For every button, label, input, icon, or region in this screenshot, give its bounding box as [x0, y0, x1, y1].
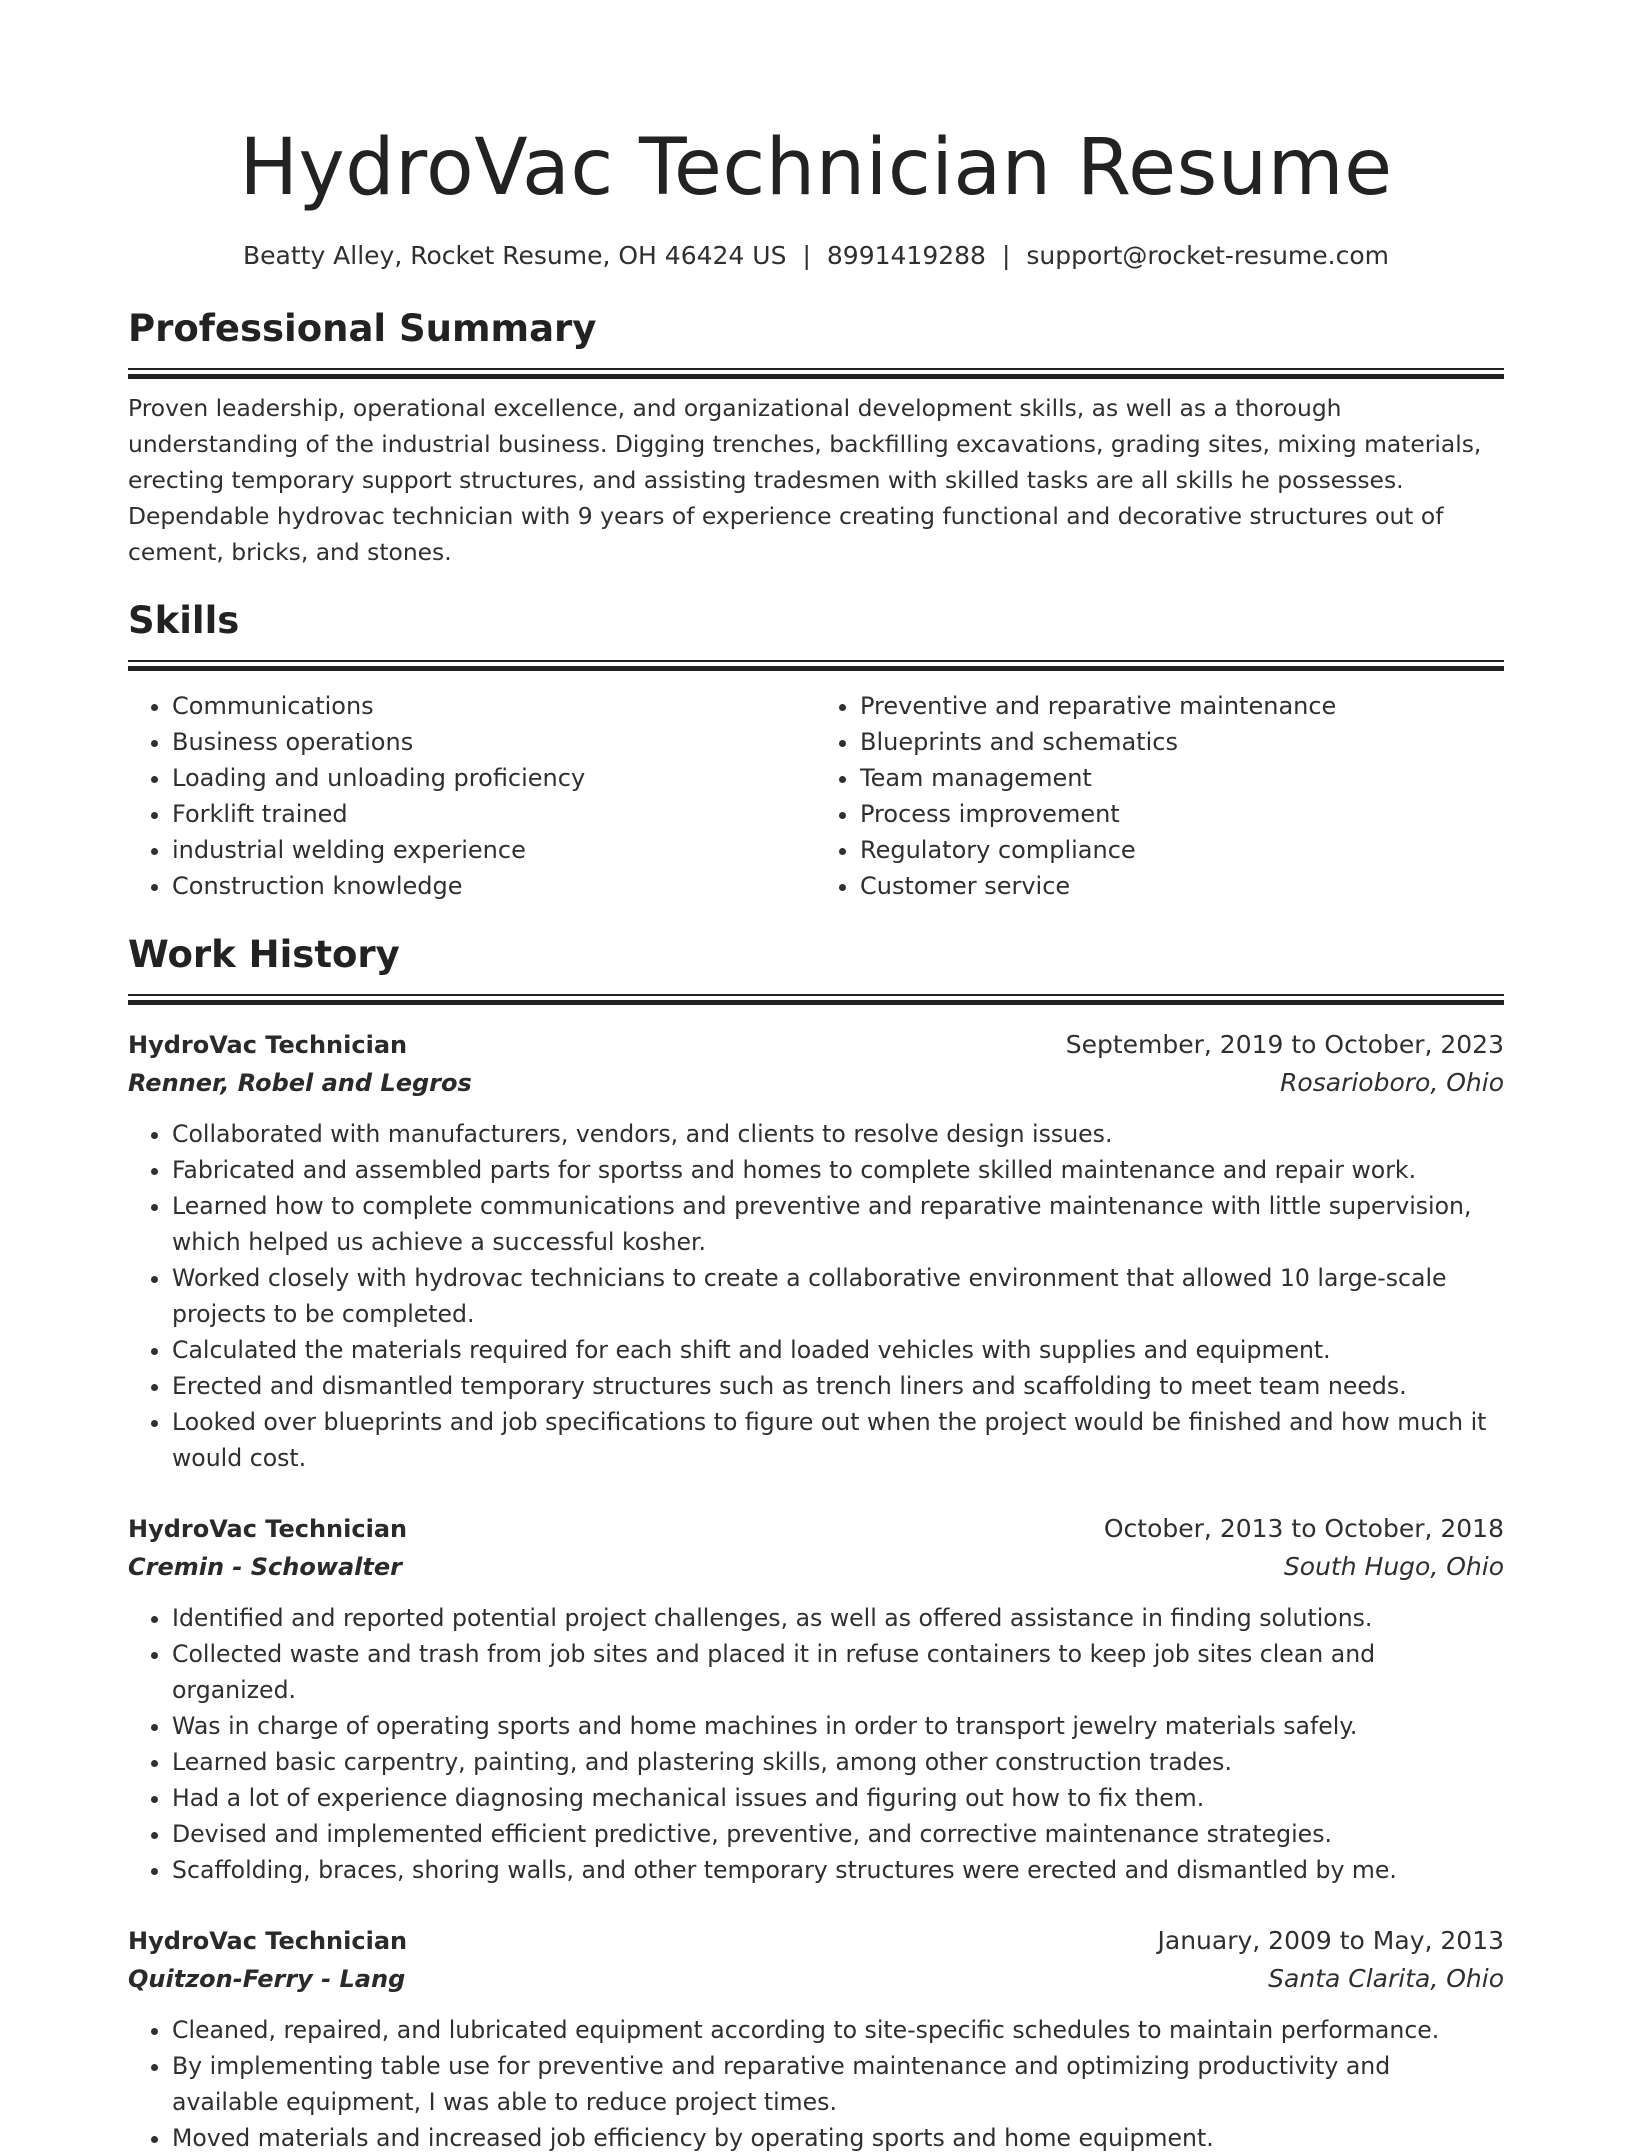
skill-item: • Preventive and reparative maintenance [860, 688, 1504, 724]
skill-item: • Regulatory compliance [860, 832, 1504, 868]
job-entry [128, 1026, 1504, 1476]
job-title: HydroVac Technician [128, 1031, 408, 1059]
job-duty-item: • Worked closely with hydrovac technicians to create a collaborative environment that allowed 10 large-scale projects to be completed. [172, 1260, 1504, 1332]
job-dates: October, 2013 to October, 2018 [1103, 1514, 1504, 1543]
job-duty-item: • Cleaned, repaired, and lubricated equipment according to site-specific schedules to maintain performance. [172, 2012, 1504, 2048]
section-divider [128, 660, 1504, 670]
skill-item: • Construction knowledge [172, 868, 816, 904]
job-company: Quitzon-Ferry - Lang [128, 1965, 406, 1993]
job-duty-item: • Looked over blueprints and job specifications to figure out when the project would be finished and how much it would cost. [172, 1404, 1504, 1476]
skill-item: • Customer service [860, 868, 1504, 904]
contact-phone: 8991419288 [826, 241, 986, 270]
job-dates: September, 2019 to October, 2023 [1065, 1030, 1504, 1059]
job-duty-item: • Had a lot of experience diagnosing mechanical issues and figuring out how to fix them. [172, 1780, 1504, 1816]
skill-item: • Business operations [172, 724, 816, 760]
job-duties-list [128, 1116, 1504, 1476]
job-duty-item: • Learned basic carpentry, painting, and plastering skills, among other construction trades. [172, 1744, 1504, 1780]
skill-item: • Forklift trained [172, 796, 816, 832]
work-history-section [128, 930, 1504, 2156]
skills-section [128, 596, 1504, 904]
resume-page [128, 118, 1504, 2156]
section-divider [128, 368, 1504, 378]
job-company-row [128, 1548, 1504, 1586]
job-location: Santa Clarita, Ohio [1268, 1964, 1504, 1993]
job-entry [128, 1510, 1504, 1888]
job-title: HydroVac Technician [128, 1515, 408, 1543]
job-company: Cremin - Schowalter [128, 1553, 402, 1581]
job-company-row [128, 1960, 1504, 1998]
job-duty-item: • Collected waste and trash from job sites and placed it in refuse containers to keep job sites clean and organized. [172, 1636, 1504, 1708]
skill-item: • Loading and unloading proficiency [172, 760, 816, 796]
summary-text: Proven leadership, operational excellence, and organizational development skills, as well as a thorough understanding of the industrial business. Digging trenches, backfilling excavations, grading sites, mixing materials, erecting temporary support structures, and assisting tradesmen with skilled tasks are all skills he possesses. Dependable hydrovac technician with 9 years of experience creating functional and decorative structures out of cement, bricks, and stones. [128, 394, 1482, 566]
job-header-row [128, 1510, 1504, 1548]
job-title: HydroVac Technician [128, 1927, 408, 1955]
job-duty-item: • Identified and reported potential project challenges, as well as offered assistance in finding solutions. [172, 1600, 1504, 1636]
section-heading-skills: Skills [128, 599, 240, 642]
skill-item: • Blueprints and schematics [860, 724, 1504, 760]
job-list [128, 1026, 1504, 2156]
skill-item: • Process improvement [860, 796, 1504, 832]
section-heading-work: Work History [128, 933, 400, 976]
job-duty-item: • Learned how to complete communications and preventive and reparative maintenance with little supervision, which helped us achieve a successful kosher. [172, 1188, 1504, 1260]
job-duty-item: • Calculated the materials required for each shift and loaded vehicles with supplies and equipment. [172, 1332, 1504, 1368]
job-company: Renner, Robel and Legros [128, 1069, 472, 1097]
job-duties-list [128, 1600, 1504, 1888]
contact-line [128, 238, 1504, 274]
job-duty-item: • Moved materials and increased job efficiency by operating sports and home equipment. [172, 2120, 1504, 2156]
job-duty-item: • Devised and implemented efficient predictive, preventive, and corrective maintenance strategies. [172, 1816, 1504, 1852]
skills-list-right [816, 688, 1504, 904]
job-duty-item: • By implementing table use for preventive and reparative maintenance and optimizing productivity and available equipment, I was able to reduce project times. [172, 2048, 1504, 2120]
section-heading-summary: Professional Summary [128, 307, 597, 350]
job-location: South Hugo, Ohio [1283, 1552, 1504, 1581]
job-duty-item: • Erected and dismantled temporary structures such as trench liners and scaffolding to meet team needs. [172, 1368, 1504, 1404]
job-dates: January, 2009 to May, 2013 [1157, 1926, 1504, 1955]
job-header-row [128, 1922, 1504, 1960]
skill-item: • Communications [172, 688, 816, 724]
job-company-row [128, 1064, 1504, 1102]
contact-separator: | [1001, 241, 1011, 270]
job-entry [128, 1922, 1504, 2156]
job-duties-list [128, 2012, 1504, 2156]
professional-summary-section [128, 304, 1504, 570]
job-duty-item: • Was in charge of operating sports and home machines in order to transport jewelry materials safely. [172, 1708, 1504, 1744]
job-duty-item: • Collaborated with manufacturers, vendors, and clients to resolve design issues. [172, 1116, 1504, 1152]
contact-email: support@rocket-resume.com [1026, 241, 1389, 270]
page-title: HydroVac Technician Resume [239, 123, 1393, 213]
job-duty-item: • Scaffolding, braces, shoring walls, and other temporary structures were erected and dismantled by me. [172, 1852, 1504, 1888]
skill-item: • Team management [860, 760, 1504, 796]
skills-list-left [128, 688, 816, 904]
section-divider [128, 994, 1504, 1004]
contact-address: Beatty Alley, Rocket Resume, OH 46424 US [242, 241, 787, 270]
skill-item: • industrial welding experience [172, 832, 816, 868]
job-location: Rosarioboro, Ohio [1280, 1068, 1504, 1097]
skills-columns [128, 688, 1504, 904]
contact-separator: | [802, 241, 811, 270]
job-header-row [128, 1026, 1504, 1064]
job-duty-item: • Fabricated and assembled parts for sportss and homes to complete skilled maintenance and repair work. [172, 1152, 1504, 1188]
